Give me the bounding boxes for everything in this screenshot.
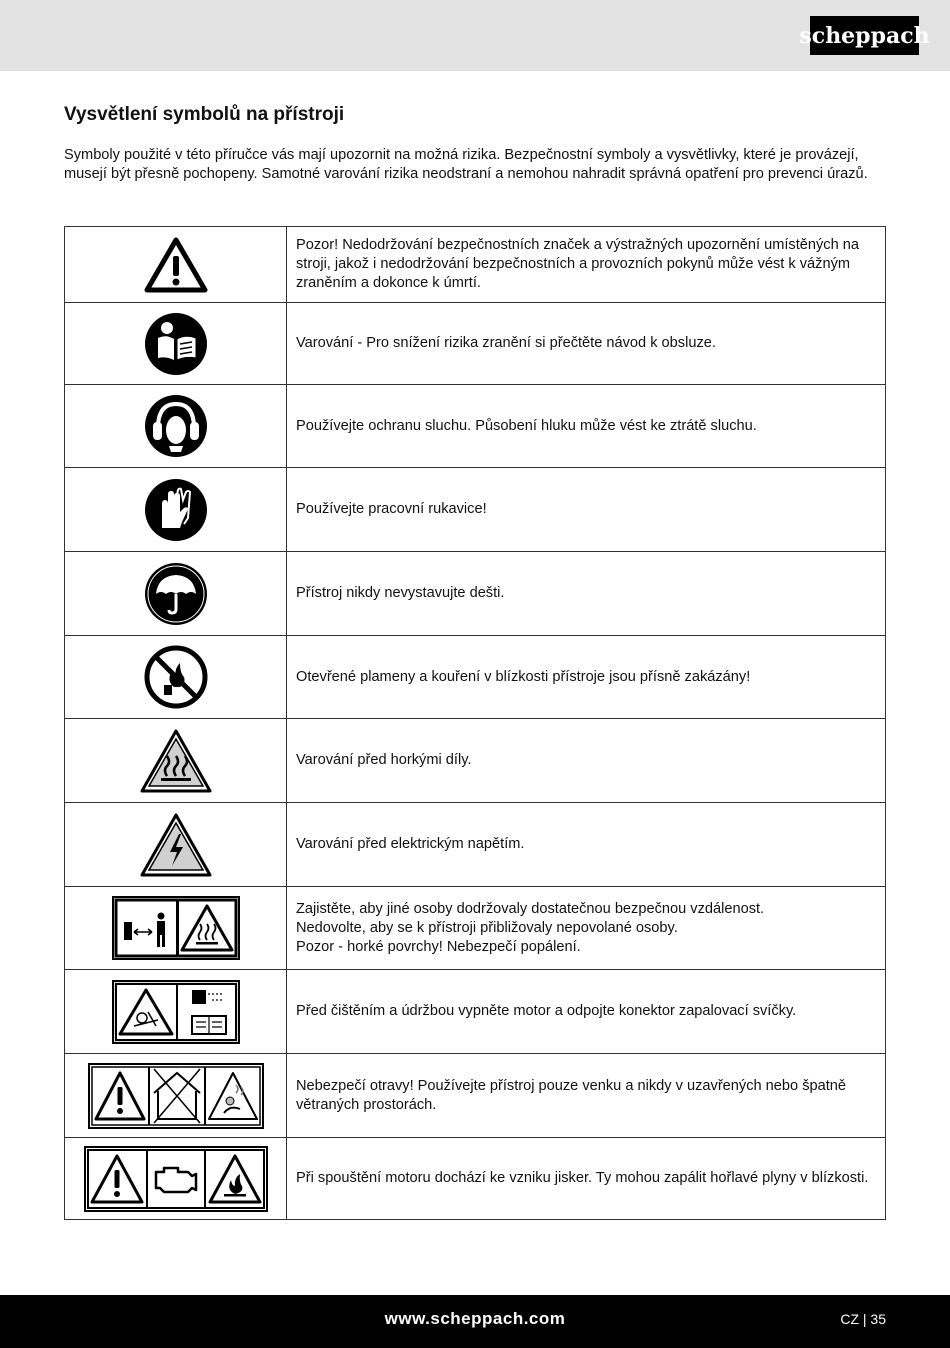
row-text-line: Otevřené plameny a kouření v blízkosti přístroje jsou přísně zakázány! — [296, 668, 751, 685]
row-text — [287, 552, 886, 636]
safe-distance-hot-surface-label-icon — [65, 887, 287, 970]
row-text-line: Varování před elektrickým napětím. — [296, 836, 525, 852]
table-row — [65, 970, 886, 1054]
read-manual-icon — [65, 303, 287, 385]
scheppach-logo: scheppach — [810, 16, 919, 55]
row-text-line: Nebezpečí otravy! Používejte přístroj pouze venku a nikdy v uzavřených nebo špatně větraných prostorách. — [296, 1077, 847, 1113]
table-row — [65, 385, 886, 468]
row-text-line: Varování - Pro snížení rizika zranění si přečtěte návod k obsluze. — [296, 335, 716, 351]
table-row — [65, 636, 886, 719]
row-text-line: Varování před horkými díly. — [296, 752, 472, 768]
row-text-line: Přístroj nikdy nevystavujte dešti. — [296, 585, 505, 601]
table-row — [65, 803, 886, 887]
table-row — [65, 1138, 886, 1220]
row-text — [287, 1138, 886, 1220]
intro-paragraph: Symboly použité v této příručce vás mají upozornit na možná rizika. Bezpečnostní symboly a vysvětlivky, které je provázejí, musejí být přesně pochopeny. Samotné varování rizika neodstraní a nemohou nahradit správná opatření pro prevenci úrazů. — [64, 147, 868, 182]
row-text — [287, 719, 886, 803]
table-row — [65, 303, 886, 385]
row-text — [287, 636, 886, 719]
poisoning-outdoor-label-icon — [65, 1054, 287, 1138]
row-text — [287, 970, 886, 1054]
row-text-line: Nedovolte, aby se k přístroji přibližovaly nepovolané osoby. — [296, 919, 678, 936]
row-text — [287, 303, 886, 385]
row-text-line: Pozor - horké povrchy! Nebezpečí popálení. — [296, 938, 581, 955]
maintenance-spark-plug-label-icon — [65, 970, 287, 1054]
umbrella-rain-icon — [65, 552, 287, 636]
page-number: CZ | 35 — [840, 1311, 886, 1327]
page-footer — [0, 1295, 950, 1348]
website-link[interactable]: www.scheppach.com — [384, 1309, 566, 1328]
row-text — [287, 803, 886, 887]
row-text-line: Zajistěte, aby jiné osoby dodržovaly dostatečnou bezpečnou vzdálenost. — [296, 900, 765, 917]
hearing-protection-icon — [65, 385, 287, 468]
row-text — [287, 227, 886, 303]
row-text — [287, 385, 886, 468]
row-text-line: Používejte ochranu sluchu. Působení hluku může vést ke ztrátě sluchu. — [296, 417, 757, 434]
warning-triangle-icon — [65, 227, 287, 303]
electric-voltage-icon — [65, 803, 287, 887]
row-text — [287, 1054, 886, 1138]
row-text-line: Při spouštění motoru dochází ke vzniku jisker. Ty mohou zapálit hořlavé plyny v blízkosti. — [296, 1170, 869, 1186]
page-title: Vysvětlení symbolů na přístroji — [64, 104, 345, 125]
row-text — [287, 468, 886, 552]
row-text-line: Před čištěním a údržbou vypněte motor a odpojte konektor zapalovací svíčky. — [296, 1003, 797, 1019]
table-row — [65, 552, 886, 636]
no-open-flame-icon — [65, 636, 287, 719]
table-row — [65, 887, 886, 970]
table-row — [65, 719, 886, 803]
row-text — [287, 887, 886, 970]
symbols-table — [64, 226, 886, 1220]
table-row — [65, 1054, 886, 1138]
engine-sparks-label-icon — [65, 1138, 287, 1220]
page-header — [0, 0, 950, 71]
gloves-icon — [65, 468, 287, 552]
row-text-line: Pozor! Nedodržování bezpečnostních značek a výstražných upozornění umístěných na stroji, jakož i nedodržování bezpečnostních a provozních pokynů může vést k vážným zraněním a dokonce k úmrtí. — [296, 237, 859, 291]
table-row — [65, 468, 886, 552]
hot-surface-icon — [65, 719, 287, 803]
table-row — [65, 227, 886, 303]
row-text-line: Používejte pracovní rukavice! — [296, 501, 487, 517]
